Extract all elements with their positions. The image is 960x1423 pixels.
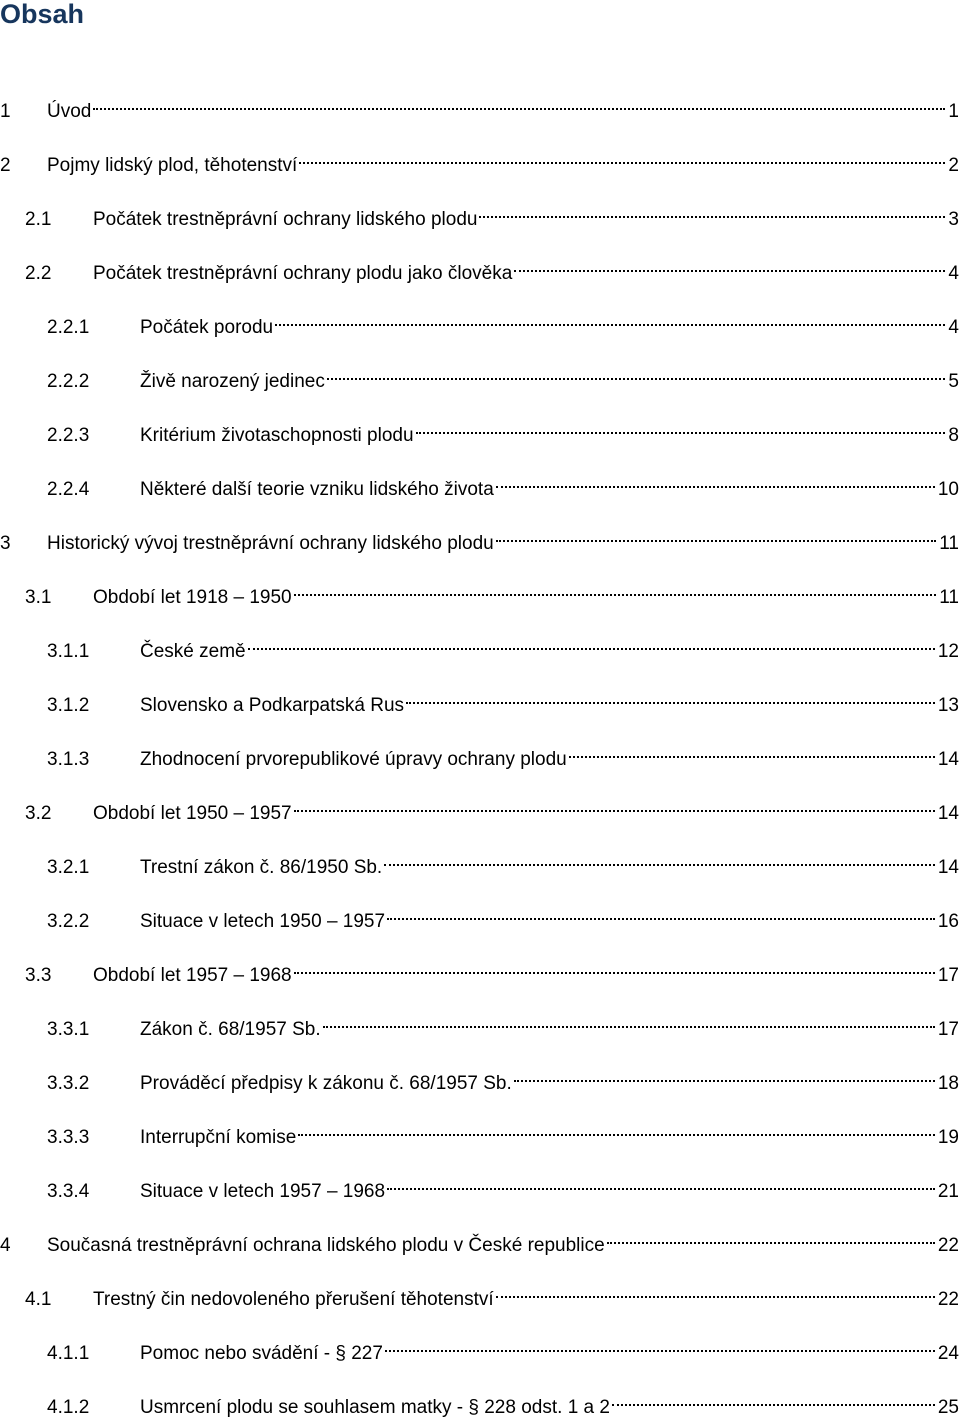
toc-entry-number: 3.2.1	[47, 857, 90, 878]
toc-dot-leader	[298, 1113, 935, 1143]
toc-dot-leader	[294, 573, 937, 603]
toc-entry-label: Období let 1950 – 1957	[93, 803, 292, 824]
toc-entry-number: 3.3.3	[47, 1127, 90, 1148]
toc-entry-page-number: 22	[937, 1289, 959, 1310]
toc-dot-leader	[299, 141, 945, 171]
toc-dot-leader	[294, 789, 935, 819]
toc-entry-label: Situace v letech 1957 – 1968	[140, 1181, 386, 1202]
toc-entry[interactable]	[0, 789, 959, 824]
toc-entry[interactable]	[0, 897, 959, 932]
toc-entry-number: 3.1.2	[47, 695, 90, 716]
toc-entry-label: Kritérium životaschopnosti plodu	[140, 425, 414, 446]
toc-entry[interactable]	[0, 1005, 959, 1040]
toc-entry-page-number: 25	[937, 1397, 959, 1418]
toc-entry-label: Období let 1957 – 1968	[93, 965, 292, 986]
toc-dot-leader	[496, 465, 935, 495]
toc-entry[interactable]	[0, 843, 959, 878]
toc-entry-number: 2	[0, 155, 11, 176]
toc-entry-page-number: 2	[948, 155, 959, 176]
toc-entry-page-number: 4	[948, 317, 959, 338]
toc-entry-label: Počátek porodu	[140, 317, 274, 338]
toc-entry-number: 3.3	[25, 965, 52, 986]
toc-entry[interactable]	[0, 951, 959, 986]
toc-entry-label: Pojmy lidský plod, těhotenství	[47, 155, 298, 176]
toc-dot-leader	[514, 1059, 935, 1089]
toc-entry-page-number: 24	[937, 1343, 959, 1364]
toc-dot-leader	[514, 249, 945, 279]
toc-entry-number: 2.2.4	[47, 479, 90, 500]
toc-dot-leader	[406, 681, 935, 711]
toc-entry-page-number: 19	[937, 1127, 959, 1148]
toc-dot-leader	[387, 897, 935, 927]
toc-entry[interactable]	[0, 1167, 959, 1202]
toc-dot-leader	[93, 87, 945, 117]
toc-entry[interactable]	[0, 681, 959, 716]
toc-entry-page-number: 11	[939, 587, 959, 608]
toc-entry-number: 4.1	[25, 1289, 52, 1310]
toc-dot-leader	[384, 843, 935, 873]
toc-entry-page-number: 21	[937, 1181, 959, 1202]
toc-entry-number: 3.3.1	[47, 1019, 90, 1040]
toc-entry[interactable]	[0, 627, 959, 662]
toc-dot-leader	[248, 627, 935, 657]
toc-entry-number: 2.2.3	[47, 425, 90, 446]
toc-dot-leader	[416, 411, 946, 441]
toc-entry-page-number: 16	[937, 911, 959, 932]
toc-entry-label: Zhodnocení prvorepublikové úpravy ochrany plodu	[140, 749, 567, 770]
toc-entry-page-number: 12	[937, 641, 959, 662]
toc-entry-number: 4.1.2	[47, 1397, 90, 1418]
toc-dot-leader	[612, 1383, 935, 1413]
toc-entry[interactable]	[0, 357, 959, 392]
toc-entry-page-number: 22	[937, 1235, 959, 1256]
toc-entry-label: Situace v letech 1950 – 1957	[140, 911, 386, 932]
toc-dot-leader	[323, 1005, 935, 1035]
toc-entry[interactable]	[0, 87, 959, 122]
toc-entry[interactable]	[0, 1059, 959, 1094]
toc-entry-label: Pomoc nebo svádění - § 227	[140, 1343, 383, 1364]
toc-entry-label: Úvod	[47, 101, 92, 122]
page-title: Obsah	[0, 0, 85, 29]
toc-entry-page-number: 3	[948, 209, 959, 230]
toc-entry[interactable]	[0, 1221, 959, 1256]
toc-entry-page-number: 18	[937, 1073, 959, 1094]
toc-entry-label: Období let 1918 – 1950	[93, 587, 292, 608]
toc-entry[interactable]	[0, 519, 959, 554]
toc-entry-label: Současná trestněprávní ochrana lidského plodu v České republice	[47, 1235, 605, 1256]
toc-dot-leader	[387, 1167, 935, 1197]
toc-entry-number: 3	[0, 533, 11, 554]
toc-entry[interactable]	[0, 411, 959, 446]
toc-dot-leader	[275, 303, 945, 333]
toc-dot-leader	[607, 1221, 935, 1251]
toc-entry[interactable]	[0, 735, 959, 770]
toc-entry-number: 4	[0, 1235, 11, 1256]
toc-entry-number: 3.1.3	[47, 749, 90, 770]
toc-entry-page-number: 1	[948, 101, 959, 122]
toc-entry[interactable]	[0, 303, 959, 338]
toc-entry-number: 4.1.1	[47, 1343, 90, 1364]
toc-entry-page-number: 11	[939, 533, 959, 554]
toc-entry-page-number: 17	[937, 1019, 959, 1040]
toc-entry-label: Usmrcení plodu se souhlasem matky - § 228 odst. 1 a 2	[140, 1397, 610, 1418]
toc-entry-number: 3.1	[25, 587, 52, 608]
toc-entry-number: 2.2.1	[47, 317, 90, 338]
toc-entry-page-number: 14	[937, 857, 959, 878]
toc-entry-page-number: 13	[937, 695, 959, 716]
toc-entry-number: 2.2.2	[47, 371, 90, 392]
toc-entry-label: Prováděcí předpisy k zákonu č. 68/1957 Sb.	[140, 1073, 512, 1094]
toc-entry-page-number: 17	[937, 965, 959, 986]
toc-entry[interactable]	[0, 141, 959, 176]
toc-entry-number: 3.2	[25, 803, 52, 824]
toc-entry[interactable]	[0, 195, 959, 230]
toc-entry[interactable]	[0, 1275, 959, 1310]
toc-entry-label: Počátek trestněprávní ochrany plodu jako člověka	[93, 263, 513, 284]
toc-entry-label: Trestní zákon č. 86/1950 Sb.	[140, 857, 383, 878]
toc-dot-leader	[496, 1275, 935, 1305]
toc-dot-leader	[569, 735, 935, 765]
toc-entry[interactable]	[0, 1383, 959, 1418]
toc-entry[interactable]	[0, 573, 959, 608]
toc-dot-leader	[479, 195, 945, 225]
toc-entry-page-number: 14	[937, 749, 959, 770]
toc-dot-leader	[294, 951, 935, 981]
toc-dot-leader	[496, 519, 937, 549]
toc-entry-page-number: 8	[948, 425, 959, 446]
toc-entry-label: Trestný čin nedovoleného přerušení těhotenství	[93, 1289, 494, 1310]
toc-entry-number: 3.2.2	[47, 911, 90, 932]
toc-entry-label: Živě narozený jedinec	[140, 371, 325, 392]
toc-entry-number: 3.1.1	[47, 641, 90, 662]
toc-entry-number: 1	[0, 101, 11, 122]
toc-entry[interactable]	[0, 1113, 959, 1148]
toc-entry-label: Některé další teorie vzniku lidského života	[140, 479, 494, 500]
toc-entry[interactable]	[0, 1329, 959, 1364]
toc-entry-number: 3.3.2	[47, 1073, 90, 1094]
toc-entry-label: České země	[140, 641, 246, 662]
toc-entry[interactable]	[0, 465, 959, 500]
toc-entry-label: Slovensko a Podkarpatská Rus	[140, 695, 405, 716]
toc-entry-page-number: 10	[937, 479, 959, 500]
toc-entry-number: 2.2	[25, 263, 52, 284]
toc-entry[interactable]	[0, 249, 959, 284]
toc-entry-label: Počátek trestněprávní ochrany lidského plodu	[93, 209, 478, 230]
toc-entry-page-number: 5	[948, 371, 959, 392]
toc-dot-leader	[385, 1329, 935, 1359]
toc-entry-number: 3.3.4	[47, 1181, 90, 1202]
toc-dot-leader	[327, 357, 946, 387]
toc-entry-page-number: 4	[948, 263, 959, 284]
toc-entry-label: Historický vývoj trestněprávní ochrany lidského plodu	[47, 533, 494, 554]
toc-entry-number: 2.1	[25, 209, 52, 230]
toc-entry-label: Zákon č. 68/1957 Sb.	[140, 1019, 321, 1040]
toc-entry-page-number: 14	[937, 803, 959, 824]
toc-entry-label: Interrupční komise	[140, 1127, 297, 1148]
